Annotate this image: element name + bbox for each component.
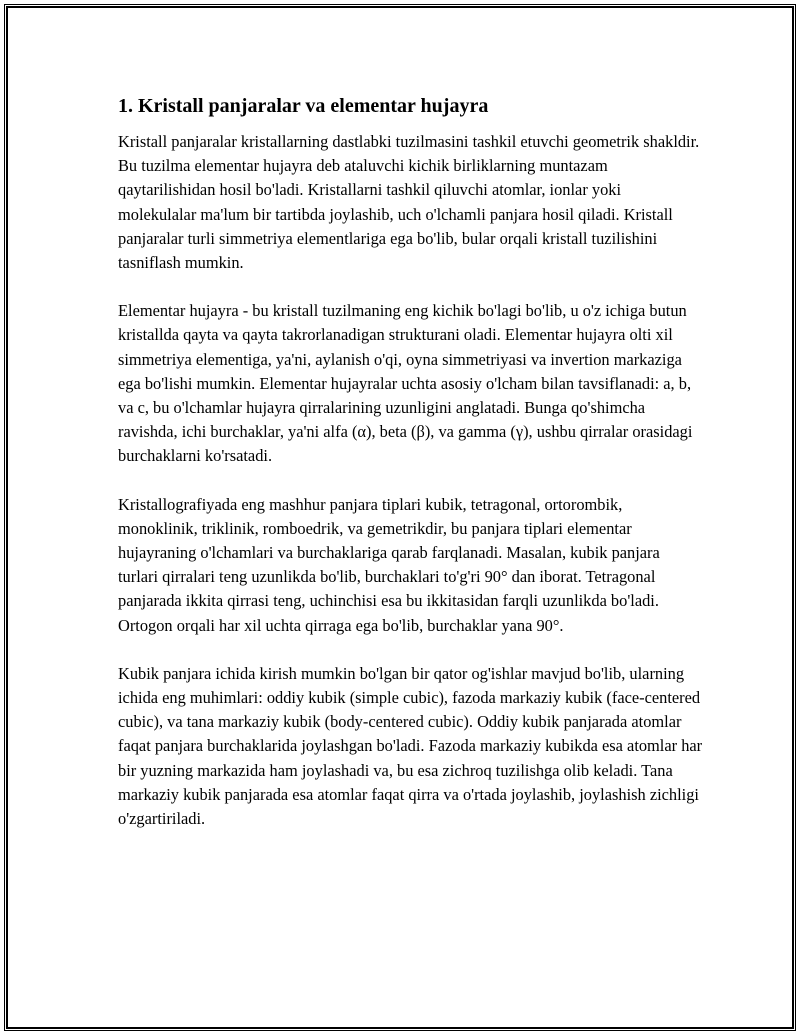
section-heading: 1. Kristall panjaralar va elementar hujayra xyxy=(118,95,489,117)
paragraph-2: Elementar hujayra - bu kristall tuzilmaning eng kichik bo'lagi bo'lib, u o'z ichiga butun kristallda qayta va qayta takrorlanadigan strukturani oladi. Elementar hujayra olti xil simmetriya elementiga, ya'ni, aylanish o'qi, oyna simmetriyasi va invertion markaziga ega bo'lishi mumkin. Elementar hujayralar uchta asosiy o'lcham bilan tavsiflanadi: a, b, va c, bu o'lchamlar hujayra qirralarining uzunligini anglatadi. Bunga qo'shimcha ravishda, ichi burchaklar, ya'ni alfa (α), beta (β), va gamma (γ), ushbu qirralar orasidagi burchaklarni ko'rsatadi. xyxy=(118,301,693,466)
paragraph-4: Kubik panjara ichida kirish mumkin bo'lgan bir qator og'ishlar mavjud bo'lib, ularning ichida eng muhimlari: oddiy kubik (simple cubic), fazoda markaziy kubik (face-centered cubic), va tana markaziy kubik (body-centered cubic). Oddiy kubik panjarada atomlar faqat panjara burchaklarida joylashgan bo'ladi. Fazoda markaziy kubikda esa atomlar har bir yuzning markazida ham joylashadi va, bu esa zichroq tuzilishga olib keladi. Tana markaziy kubik panjarada esa atomlar faqat qirra va o'rtada joylashib, joylashish zichligi o'zgartiriladi. xyxy=(118,663,703,829)
paragraph-1: Kristall panjaralar kristallarning dastlabki tuzilmasini tashkil etuvchi geometrik shakldir. Bu tuzilma elementar hujayra deb ataluvchi kichik birliklarning muntazam qaytarilishidan hosil bo'ladi. Kristallarni tashkil qiluvchi atomlar, ionlar yoki molekulalar ma'lum bir tartibda joylashib, uch o'lchamli panjara hosil qiladi. Kristall panjaralar turli simmetriya elementlariga ega bo'lib, bular orqali kristall tuzilishini tasniflash mumkin. xyxy=(118,132,700,273)
paragraph-3: Kristallografiyada eng mashhur panjara tiplari kubik, tetragonal, ortorombik, monoklinik, triklinik, romboedrik, va gemetrikdir, bu panjara tiplari elementar hujayraning o'lchamlari va burchaklariga qarab farqlanadi. Masalan, kubik panjara turlari qirralari teng uzunlikda bo'lib, burchaklari to'g'ri 90° dan iborat. Tetragonal panjarada ikkita qirrasi teng, uchinchisi esa bu ikkitasidan farqli uzunlikda bo'ladi. Ortogon orqali har xil uchta qirraga ega bo'lib, burchaklar yana 90°. xyxy=(118,494,660,635)
document-body xyxy=(118,93,703,855)
